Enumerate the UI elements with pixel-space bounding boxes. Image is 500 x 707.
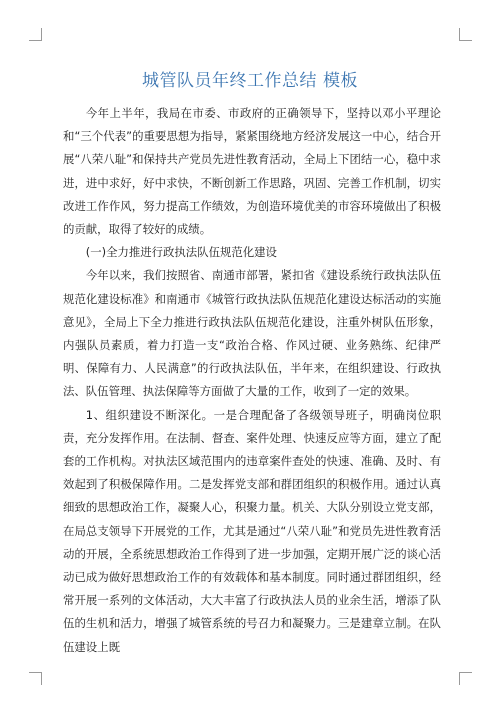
crop-mark-top-right [459,28,472,41]
document-body [63,102,441,659]
paragraph-organization-building: 1、组织建设不断深化。一是合理配备了各级领导班子，明确岗位职责，充分发挥作用。在法制、督查、案件处理、快速反应等方面，建立了配套的工作机构。对执法区域范围内的违章案件查处的快速、准确、及时、有效起到了积极保障作用。二是发挥党支部和群团组织的积极作用。通过认真细致的思想政治工作，凝聚人心，积聚力量。机关、大队分别设立党支部，在局总支领导下开展党的工作，尤其是通过“八荣八耻”和党员先进性教育活动的开展，全系统思想政治工作得到了进一步加强，定期开展广泛的谈心活动已成为做好思想政治工作的有效载体和基本制度。同时通过群团组织，经常开展一系列的文体活动，大大丰富了行政执法人员的业余生活，增添了队伍的生机和活力，增强了城管系统的号召力和凝聚力。三是建章立制。在队伍建设上既 [63,407,441,654]
crop-mark-top-left [29,28,42,41]
crop-mark-bottom-right [459,672,472,685]
section-heading: (一)全力推进行政执法队伍规范化建设 [85,245,277,260]
crop-mark-bottom-left [29,672,42,685]
paragraph-section-overview: 今年以来，我们按照省、南通市部署，紧扣省《建设系统行政执法队伍规范化建设标准》和南通市《城管行政执法队伍规范化建设达标活动的实施意见》，全局上下全力推进行政执法队伍规范化建设，注重外树队伍形象，内强队员素质，着力打造一支“政治合格、作风过硬、业务熟练、纪律严明、保障有力、人民满意”的行政执法队伍，半年来，在组织建设、行政执法、队伍管理、执法保障等方面做了大量的工作，收到了一定的效果。 [63,268,441,399]
document-title: 城管队员年终工作总结 模板 [142,71,358,91]
paragraph-intro: 今年上半年，我局在市委、市政府的正确领导下，坚持以邓小平理论和“三个代表”的重要思想为指导，紧紧围绕地方经济发展这一中心，结合开展“八荣八耻”和保持共产党员先进性教育活动，全局上下团结一心，稳中求进，进中求好，好中求快，不断创新工作思路，巩固、完善工作机制，切实改进工作作风，努力提高工作绩效，为创造环境优美的市容环境做出了积极的贡献，取得了较好的成绩。 [63,106,441,237]
